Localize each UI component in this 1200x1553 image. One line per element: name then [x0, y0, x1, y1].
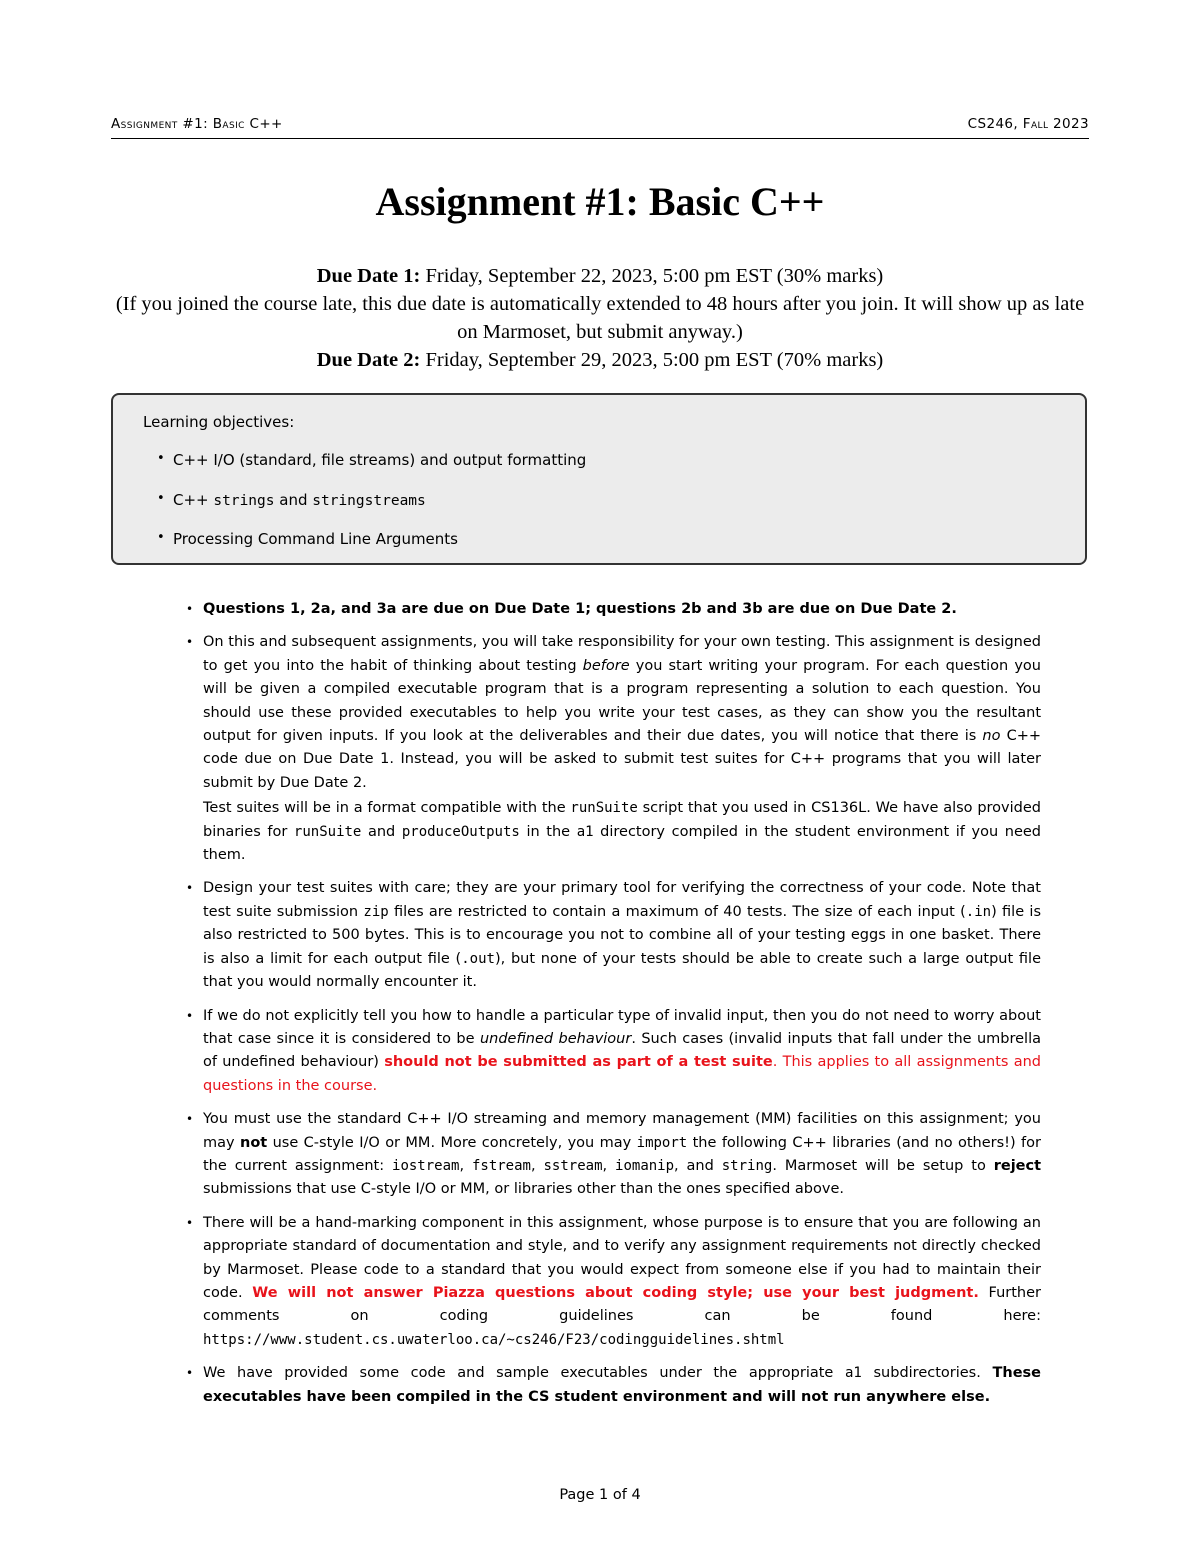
item-text	[203, 1108, 1041, 1202]
code-import: import	[636, 1134, 688, 1151]
header-left-title: Assignment #1: Basic C++	[111, 116, 283, 132]
code-produceoutputs: produceOutputs	[401, 823, 520, 840]
text-run: you start writing your program. For each question you will be given a compiled executable program that is a program representing a solution to each question. You should use these provided executables to help you write your test cases, as they can show you the resultant output for given inputs. If you look at the deliverables and their due dates, you will notice that there is	[203, 657, 1041, 745]
list-item	[186, 877, 1042, 994]
text-run: You must use the standard C++ I/O streaming and memory management (MM) facilities on this assignment; you may	[203, 1111, 1041, 1151]
list-item	[186, 1362, 1041, 1409]
text-run: ), but none of your tests should be able to create such a large output file that you would normally encounter it.	[203, 950, 1041, 991]
text-run: Further comments on coding guidelines can be found here:	[203, 1284, 1042, 1325]
due-date-1	[110, 262, 1090, 290]
header-right-course: CS246, Fall 2023	[967, 116, 1089, 132]
text-warning-bold: We will not answer Piazza questions about coding style; use your best judgment.	[252, 1284, 979, 1301]
list-item	[186, 631, 1041, 867]
objective-text: and	[274, 490, 313, 509]
text-italic: undefined behaviour	[479, 1030, 632, 1047]
objectives-label: Learning objectives:	[143, 413, 295, 431]
text-run: script that you used in CS136L. We have also provided binaries for	[203, 800, 1041, 840]
item-text	[203, 1212, 1041, 1352]
text-warning-bold: should not be submitted as part of a test suite	[384, 1054, 773, 1071]
due-date-1-label: Due Date 1:	[316, 265, 421, 287]
text-run: Test suites will be in a format compatible with the	[203, 800, 571, 817]
code-out: .out	[461, 950, 495, 967]
code-fstream: fstream	[471, 1157, 531, 1174]
item-text	[203, 797, 1041, 867]
text-run: If we do not explicitly tell you how to handle a particular type of invalid input, then you do not need to worry about that case since it is considered to be	[203, 1007, 1041, 1047]
text-run: Design your test suites with care; they are your primary tool for verifying the correctness of your code. Note that test suite submission	[203, 880, 1041, 920]
item-text	[203, 877, 1041, 994]
code-a1: a1	[845, 1365, 862, 1382]
bullet-icon: •	[186, 1366, 194, 1381]
code-zip: zip	[363, 903, 389, 920]
instructions-list	[186, 598, 1042, 1419]
objective-item: • Processing Command Line Arguments	[173, 530, 586, 570]
text-bold: reject	[993, 1157, 1042, 1174]
text-run: . Such cases (invalid inputs that fall under the umbrella of undefined behaviour)	[203, 1030, 1041, 1071]
objective-text: C++	[173, 490, 214, 509]
text-bold: These executables have been compiled in the CS student environment and will not run anywhere else.	[203, 1365, 1041, 1405]
bullet-icon: •	[186, 602, 194, 616]
code-iomanip: iomanip	[615, 1157, 675, 1174]
text-run: . Marmoset will be setup to	[772, 1157, 994, 1174]
learning-objectives-box	[111, 393, 1087, 565]
code-sstream: sstream	[543, 1157, 603, 1174]
item-text: Questions 1, 2a, and 3a are due on Due Date 1; questions 2b and 3b are due on Due Date 2.	[203, 601, 957, 617]
code-iostream: iostream	[392, 1157, 460, 1174]
objective-item: • C++ I/O (standard, file streams) and output formatting	[173, 451, 586, 491]
code-a1: a1	[576, 823, 594, 840]
item-text	[203, 1005, 1041, 1099]
page-number: Page 1 of 4	[559, 1487, 641, 1503]
code-in: .in	[965, 903, 992, 920]
list-item	[186, 1212, 1042, 1352]
text-warning: . This applies to all assignments and questions in the course.	[203, 1054, 1042, 1094]
text-run: C++ code due on Due Date 1. Instead, you will be asked to submit test suites for C++ programs that you will later submit by Due Date 2.	[203, 728, 1041, 791]
due-date-2-label: Due Date 2:	[316, 349, 421, 371]
due-date-2	[110, 346, 1090, 374]
due-date-2-text: Friday, September 29, 2023, 5:00 pm EST (70% marks)	[420, 349, 884, 371]
coding-guidelines-link[interactable]: https://www.student.cs.uwaterloo.ca/~cs246/F23/codingguidelines.shtml	[203, 1331, 785, 1348]
text-run: the following C++ libraries (and no others!) for the current assignment:	[203, 1134, 1041, 1174]
bullet-icon: •	[186, 1008, 194, 1023]
text-run: On this and subsequent assignments, you will take responsibility for your own testing. This assignment is designed to get you into the habit of thinking about testing	[203, 634, 1041, 674]
due-dates	[110, 262, 1090, 374]
late-join-note: (If you joined the course late, this due date is automatically extended to 48 hours after you join. It will show up as late on Marmoset, but submit anyway.)	[115, 293, 1085, 343]
text-run: and	[361, 823, 402, 840]
code-strings: strings	[213, 492, 275, 509]
text-run: ,	[602, 1157, 616, 1174]
running-header	[111, 114, 1089, 139]
objective-item	[173, 491, 586, 531]
bullet-icon: •	[186, 1215, 194, 1230]
list-item	[186, 1005, 1042, 1099]
text-run: use C-style I/O or MM. More concretely, you may	[267, 1134, 637, 1151]
code-runsuite: runSuite	[293, 823, 362, 840]
list-item	[186, 598, 1041, 621]
text-run: ,	[459, 1157, 472, 1174]
objectives-list	[173, 451, 586, 570]
text-run: There will be a hand-marking component in this assignment, whose purpose is to ensure that you are following an appropriate standard of documentation and style, and to verify any assignment requirements not directly checked by Marmoset. Please code to a standard that you would expect from someone else if you had to maintain their code.	[203, 1214, 1041, 1301]
text-run: , and	[674, 1157, 722, 1174]
page-title: Assignment #1: Basic C++	[375, 179, 825, 224]
text-run: ) file is also restricted to 500 bytes. This is to encourage you not to combine all of your testing eggs in one basket. There is also a limit for each output file (	[203, 903, 1042, 967]
list-item	[186, 1108, 1042, 1202]
bullet-icon: •	[186, 635, 194, 650]
text-run: We have provided some code and sample executables under the appropriate	[203, 1365, 845, 1382]
code-string: string	[721, 1157, 773, 1174]
code-stringstreams: stringstreams	[312, 492, 426, 509]
bullet-icon: •	[186, 1112, 194, 1127]
item-text	[203, 1362, 1041, 1409]
text-run: ,	[530, 1157, 544, 1174]
text-run: submissions that use C-style I/O or MM, or libraries other than the ones specified above.	[203, 1181, 844, 1198]
item-text	[203, 631, 1041, 795]
bullet-icon: •	[186, 881, 194, 896]
text-bold: not	[240, 1134, 268, 1151]
text-run: subdirectories.	[861, 1365, 993, 1382]
code-runsuite: runSuite	[570, 800, 638, 817]
text-run: files are restricted to contain a maximum of 40 tests. The size of each input (	[388, 903, 966, 920]
text-run: directory compiled in the student environment if you need them.	[203, 823, 1041, 864]
text-run: in the	[519, 823, 577, 840]
due-date-1-text: Friday, September 22, 2023, 5:00 pm EST (30% marks)	[420, 265, 884, 287]
text-italic: before	[582, 657, 630, 674]
text-italic: no	[982, 728, 1001, 745]
